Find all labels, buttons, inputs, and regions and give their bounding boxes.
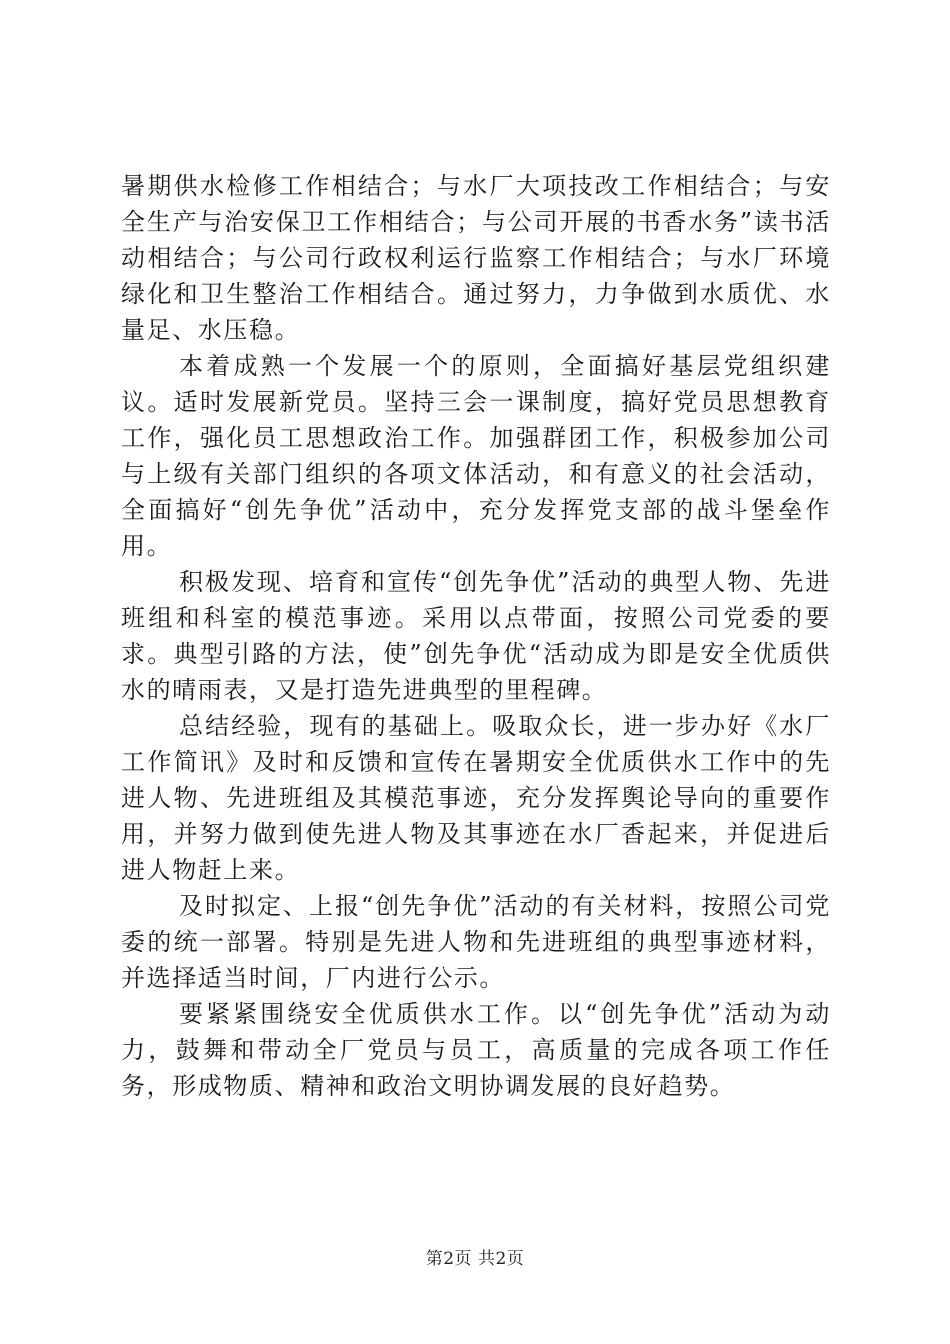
paragraph: 积极发现、培育和宣传“创先争优”活动的典型人物、先进班组和科室的模范事迹。采用以点带面，按照公司党委的要求。典型引路的方法，使”创先争优“活动成为即是安全优质供水的晴雨表，又是打造先进典型的里程碑。 [121, 568, 831, 704]
paragraph: 本着成熟一个发展一个的原则，全面搞好基层党组织建议。适时发展新党员。坚持三会一课制度，搞好党员思想教育工作，强化员工思想政治工作。加强群团工作，积极参加公司与上级有关部门组织的各项文体活动，和有意义的社会活动，全面搞好“创先争优”活动中，充分发挥党支部的战斗堡垒作用。 [121, 352, 831, 560]
paragraph-continuation: 暑期供水检修工作相结合；与水厂大项技改工作相结合；与安全生产与治安保卫工作相结合；与公司开展的书香水务”读书活动相结合；与公司行政权利运行监察工作相结合；与水厂环境绿化和卫生整治工作相结合。通过努力，力争做到水质优、水量足、水压稳。 [121, 172, 831, 344]
page-footer: 第2页 共2页 [425, 1249, 525, 1269]
paragraph: 及时拟定、上报“创先争优”活动的有关材料，按照公司党委的统一部署。特别是先进人物和先进班组的典型事迹材料，并选择适当时间，厂内进行公示。 [121, 892, 831, 992]
paragraph: 总结经验，现有的基础上。吸取众长，进一步办好《水厂工作简讯》及时和反馈和宣传在暑期安全优质供水工作中的先进人物、先进班组及其模范事迹，充分发挥舆论导向的重要作用，并努力做到使先进人物及其事迹在水厂香起来，并促进后进人物赶上来。 [121, 712, 831, 884]
document-body [121, 168, 831, 1104]
paragraph: 要紧紧围绕安全优质供水工作。以“创先争优”活动为动力，鼓舞和带动全厂党员与员工，高质量的完成各项工作任务，形成物质、精神和政治文明协调发展的良好趋势。 [121, 1000, 831, 1100]
